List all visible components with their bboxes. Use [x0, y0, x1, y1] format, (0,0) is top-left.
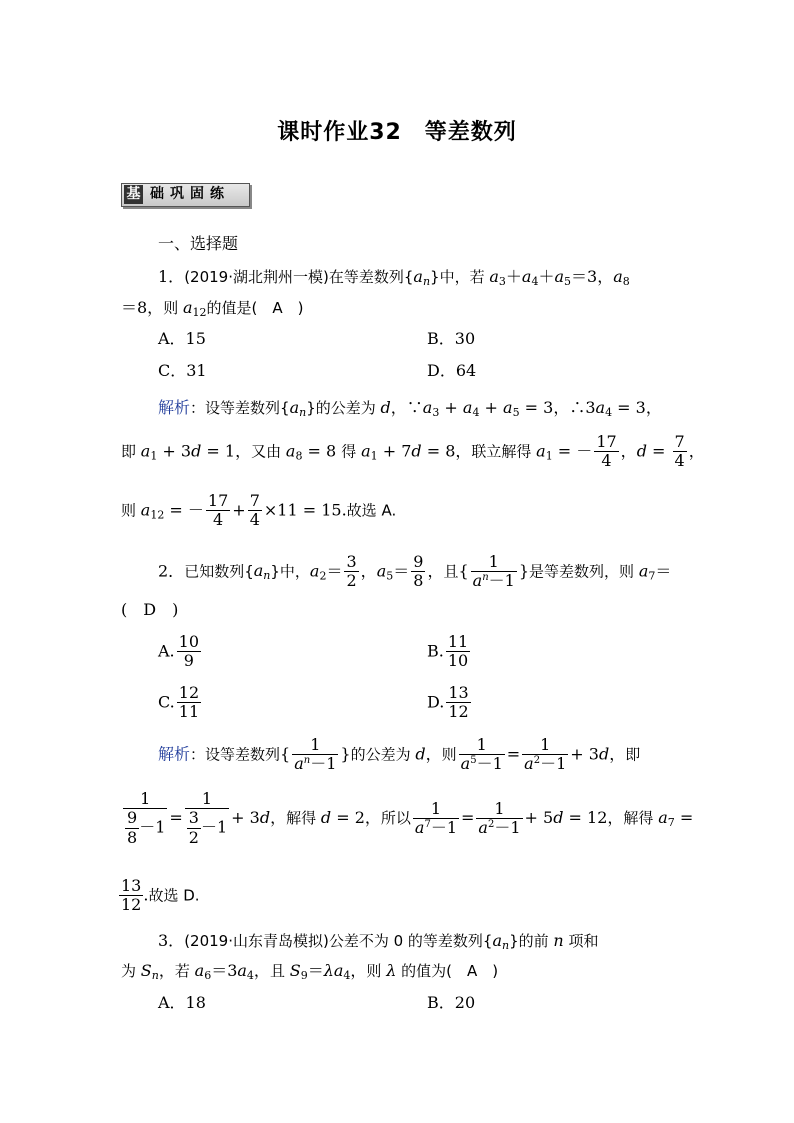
- q2-analysis-line3: $\frac{13}{12}$ .故选 D.: [121, 876, 200, 915]
- q2-option-c[interactable]: C. $\frac{12}{11}$: [158, 683, 200, 722]
- analysis-label: 解析: [158, 398, 191, 417]
- q2-line2: ( D ): [121, 600, 179, 619]
- q2-option-d[interactable]: D. $\frac{13}{12}$: [427, 683, 469, 722]
- q3-option-a[interactable]: A．18: [158, 993, 206, 1012]
- q1-option-a[interactable]: A．15: [158, 329, 206, 348]
- q3-option-b[interactable]: B．20: [427, 993, 476, 1012]
- section-heading: 一、选择题: [158, 234, 239, 253]
- section-badge: [121, 183, 250, 207]
- q2-line1: 2．已知数列$\{a_n\}$中，$a_2=$ $\frac{3}{2}$ ，$a_5=$ $\frac{9}{8}$ ，且{ $\frac{1}{a^n-1}$ }是等差数列，则 $a_7=$: [158, 552, 672, 591]
- q1-line1: 1．(2019·湖北荆州一模)在等差数列$\{a_n\}$中，若 $a_3+a_4+a_5=3$，$a_8$: [158, 267, 630, 288]
- q2-option-a[interactable]: A. $\frac{10}{9}$: [158, 632, 199, 671]
- q1-option-b[interactable]: B．30: [427, 329, 476, 348]
- q1-analysis-line3: 则 $a_{12}$ = － $\frac{17}{4}$ + $\frac{7}{4}$ ×11 = 15.故选 A.: [121, 491, 397, 530]
- page-title: 课时作业32 等差数列: [277, 120, 517, 145]
- q2-analysis-line2: 1 $\frac{9}{8}$ －1 = 1 $\frac{3}{2}$ －1 + 3d，解得 d = 2，所以 $\frac{1}{a^7-1}$ = $\frac{1}{a^2-1}$ + 5d = 12，解得 $a_7$ =: [121, 790, 693, 847]
- q1-option-d[interactable]: D．64: [427, 361, 477, 380]
- analysis-label: 解析: [158, 744, 191, 764]
- q3-line2: 为 $S_n$，若 $a_6=3a_4$，且 $S_9=\lambda a_4$，则 λ 的值为( A ): [121, 961, 499, 982]
- q1-analysis-line2: 即 $a_1 + 3d = 1$，又由 $a_8 = 8$ 得 $a_1 + 7d = 8$，联立解得 $a_1$ = － $\frac{17}{4}$ ，d = $\frac{7}{4}$ ，: [121, 432, 705, 471]
- q2-analysis-line1: 解析：设等差数列{ $\frac{1}{a^n-1}$ }的公差为 d，则 $\frac{1}{a^5-1}$ = $\frac{1}{a^2-1}$ + 3d，即: [158, 735, 641, 774]
- q1-option-c[interactable]: C．31: [158, 361, 207, 380]
- q1-line2: ＝8，则 $a_{12}$的值是( A ): [121, 298, 304, 319]
- badge-label: 础巩固练: [150, 186, 230, 202]
- q1-analysis-line1: 解析：设等差数列$\{a_n\}$的公差为 d，$\because a_3 + a_4 + a_5 = 3$，$\therefore 3a_4 = 3$，: [158, 398, 662, 419]
- badge-first-char: 基: [124, 185, 143, 204]
- q2-option-b[interactable]: B. $\frac{11}{10}$: [427, 632, 469, 671]
- q3-line1: 3．(2019·山东青岛模拟)公差不为 0 的等差数列$\{a_n\}$的前 n 项和: [158, 931, 599, 952]
